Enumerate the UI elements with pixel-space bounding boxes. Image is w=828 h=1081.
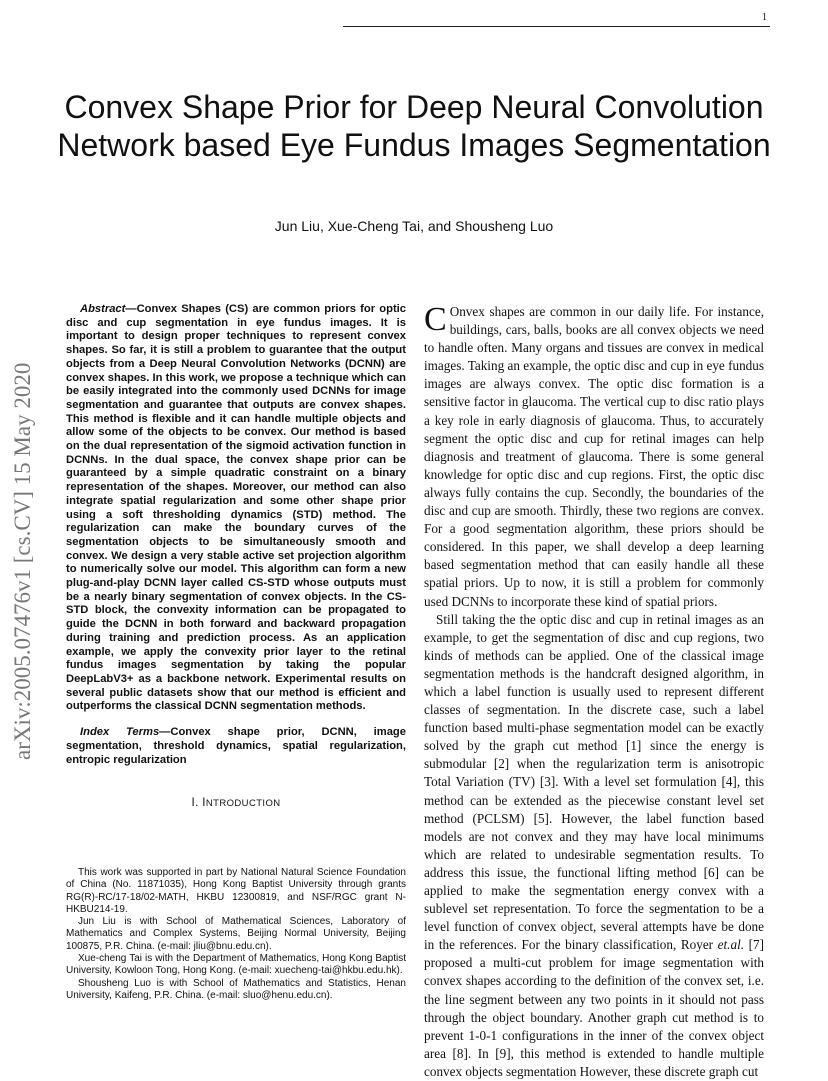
intro-paragraph-2-text-b: [7] proposed a multi-cut problem for image segmentation with convex shapes according to the definition of the convex set, i.e. the line segment between any two points in it should not pass through the object boundary. Another graph cut method is to prevent 1-0-1 configurations in the inner of the convex object area [8]. In [9], this method is extended to handle multiple convex objects segmentation However, these discrete graph cut	[424, 937, 764, 1079]
intro-paragraph-1	[424, 303, 764, 611]
footnote-funding: This work was supported in part by National Natural Science Foundation of China (No. 11871035), Hong Kong Baptist University through grants RG(R)-RC/17-18/02-MATH, HKBU 12300819, and NSF/RGC grant N-HKBU214-19.	[66, 867, 406, 915]
section-heading-introduction	[66, 797, 406, 809]
abstract-text: Convex Shapes (CS) are common priors for optic disc and cup segmentation in eye fundus images. It is important to design proper techniques to represent convex shapes. So far, it is still a problem to guarantee that the output objects from a Deep Neural Convolution Networks (DCNN) are convex shapes. In this work, we propose a technique which can be easily integrated into the commonly used DCNNs for image segmentation and guarantee that outputs are convex shapes. This method is flexible and it can handle multiple objects and allow some of the objects to be convex. Our method is based on the dual representation of the sigmoid activation function in DCNNs. In the dual space, the convex shape prior can be guaranteed by a simple quadratic constraint on a binary representation of the shapes. Moreover, our method can also integrate spatial regularization and some other shape prior using a soft thresholding dynamics (STD) method. The regularization can make the boundary curves of the segmentation objects to be simultaneously smooth and convex. We design a very stable active set projection algorithm to numerically solve our model. This algorithm can form a new plug-and-play DCNN layer called CS-STD whose outputs must be a nearly binary segmentation of convex objects. In the CS-STD block, the convexity information can be propagated to guide the DCNN in both forward and backward propagation during training and prediction process. As an application example, we apply the convexity prior layer to the retinal fundus images segmentation by taking the popular DeepLabV3+ as a backbone network. Experimental results on several public datasets show that our method is efficient and outperforms the classical DCNN segmentation methods.	[66, 303, 406, 713]
abstract-dash: —	[125, 303, 137, 315]
footnote-author-luo: Shousheng Luo is with School of Mathematics and Statistics, Henan University, Kaifeng, P.R. China. (e-mail: sluo@henu.edu.cn).	[66, 977, 406, 1001]
abstract-label: Abstract	[80, 303, 126, 315]
footnote-author-tai: Xue-cheng Tai is with the Department of Mathematics, Hong Kong Baptist University, Kowloon Tong, Hong Kong. (e-mail: xuecheng-tai@hkbu.edu.hk).	[66, 953, 406, 977]
index-terms-label: Index Terms	[80, 726, 160, 739]
drop-cap: C	[424, 301, 447, 338]
intro-paragraph-2-text-a: Still taking the the optic disc and cup in retinal images as an example, to get the segmentation of disc and cup regions, two kinds of methods can be applied. One of the classical image segmentation methods is the handcraft designed algorithm, in which a label function is usually used to represent different classes of segmentation. In the discrete case, such a label function based multi-phase segmentation model can be exactly solved by the graph cut method [1] since the energy is submodular [2] when the regularization term is anisotropic Total Variation (TV) [3]. With a level set formulation [4], this method can be extended as the piecewise constant level set method (PCLSM) [5]. However, the label function based models are not convex and they may have local minimums which are related to undesirable segmentation results. To address this issue, the functional lifting method [6] can be applied to make the segmentation energy convex with a sublevel set representation. To force the segmentation to be a level function of convex object, several attempts have be done in the references. For the binary classification, Royer	[424, 611, 764, 953]
intro-paragraph-2	[424, 611, 764, 1081]
etal-italic: et.al.	[717, 937, 745, 953]
paper-title: Convex Shape Prior for Deep Neural Convolution Network based Eye Fundus Images Segmentation	[57, 89, 771, 163]
header-rule	[343, 26, 770, 27]
abstract	[66, 303, 406, 714]
footnotes	[66, 867, 406, 1002]
section-first-letter: I	[202, 797, 206, 810]
paper-authors: Jun Liu, Xue-Cheng Tai, and Shousheng Luo	[274, 218, 554, 234]
arxiv-stamp: arXiv:2005.07476v1 [cs.CV] 15 May 2020	[10, 362, 35, 760]
index-terms-dash: —	[159, 726, 171, 739]
section-title-rest: NTRODUCTION	[205, 798, 281, 810]
left-column	[66, 303, 406, 809]
right-column	[424, 303, 764, 1081]
footnote-author-liu: Jun Liu is with School of Mathematical Sciences, Laboratory of Mathematics and Complex Systems, Beijing Normal University, Beijing 100875, P.R. China. (e-mail: jliu@bnu.edu.cn).	[66, 916, 406, 952]
page-number: 1	[762, 12, 767, 23]
index-terms-text: Convex shape prior, DCNN, image segmentation, threshold dynamics, spatial regularization, entropic regularization	[66, 726, 406, 766]
intro-paragraph-1-text: Onvex shapes are common in our daily life. For instance, buildings, cars, balls, books are all convex objects we need to handle often. Many organs and tissues are convex in medical images. Taking an example, the optic disc and cup in eye fundus images are always convex. The optic disc formation is a sensitive factor in glaucoma. The vertical cup to disc ratio plays a key role in early diagnosis of glaucoma. Thus, to accurately segment the optic disc and cup for retinal images can help diagnosis and treatment of glaucoma. There is some general knowledge for optic disc and cup regions. First, the optic disc always fully contains the cup. Secondly, the boundaries of the disc and cup are smooth. Thirdly, these two regions are convex. For a good segmentation algorithm, these priors should be considered. In this paper, we shall develop a deep learning based segmentation method that can easily handle all these spatial priors. Up to now, it is still a problem for commonly used DCNNs to incorporate these kind of spatial priors.	[424, 304, 764, 609]
index-terms	[66, 726, 406, 767]
section-number: I.	[191, 797, 199, 810]
